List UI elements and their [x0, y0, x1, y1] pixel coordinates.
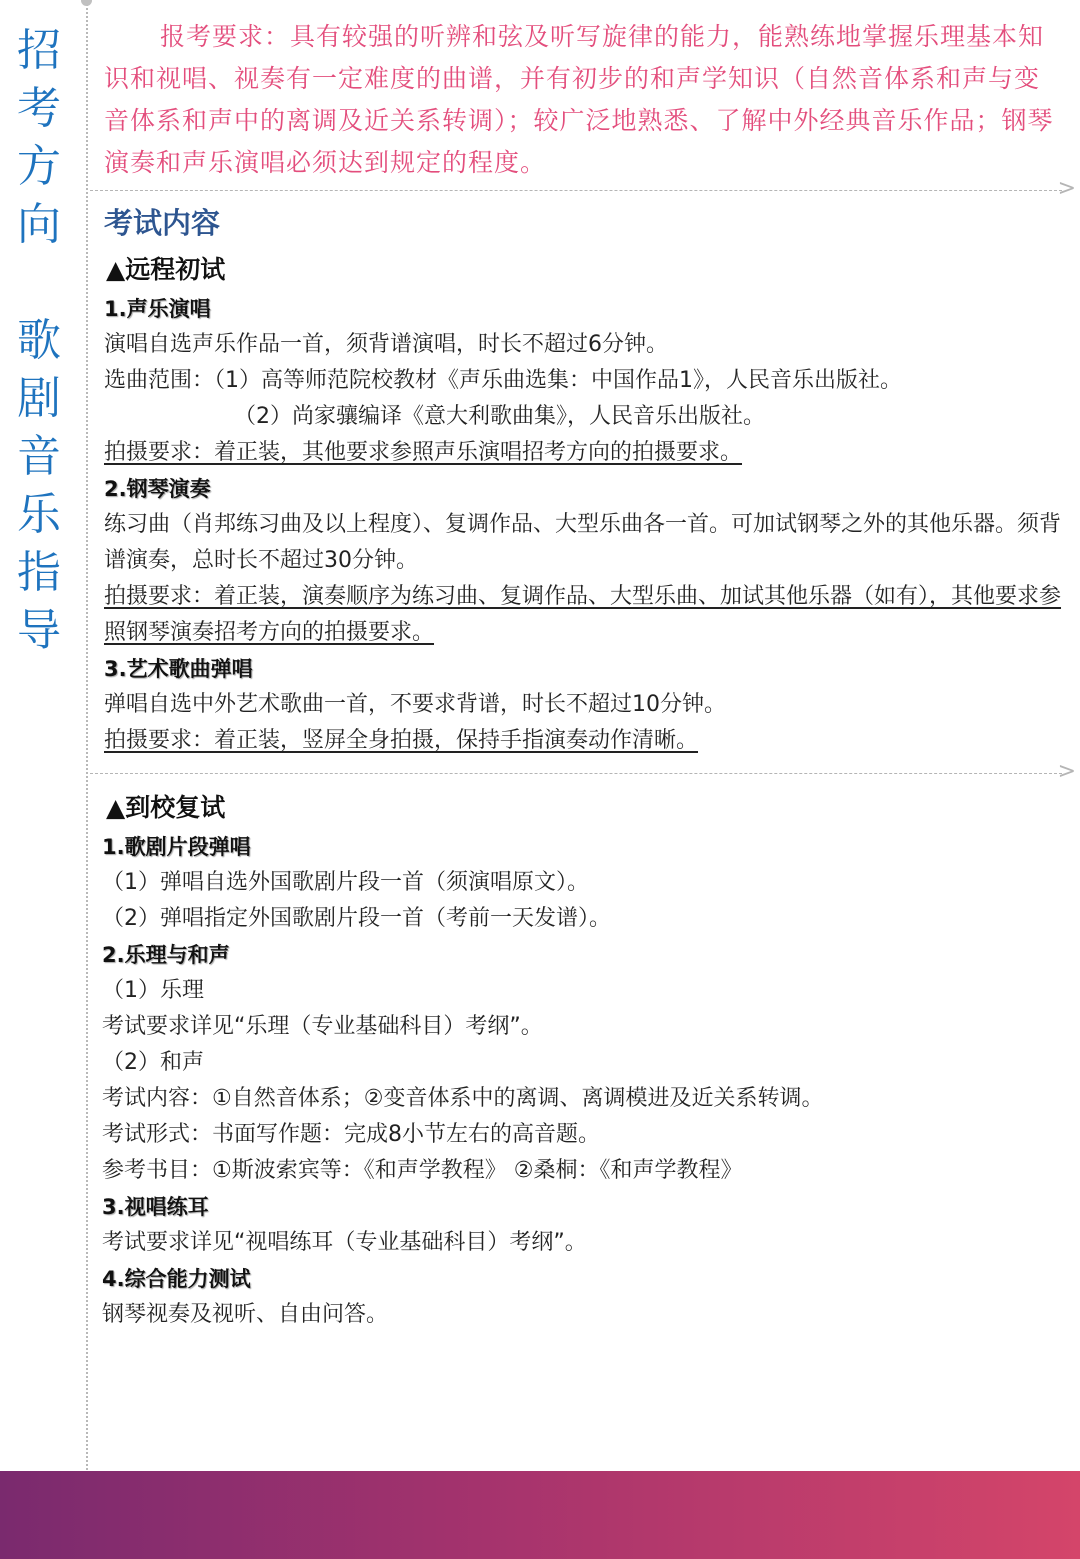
text-line: 考试要求详见“视唱练耳（专业基础科目）考纲”。: [102, 1230, 587, 1255]
round2-title: ▲到校复试: [106, 793, 226, 822]
timeline-dot-icon: [81, 0, 92, 6]
text-line: 弹唱自选中外艺术歌曲一首，不要求背谱，时长不超过10分钟。: [104, 692, 726, 717]
exam-title: 考试内容: [104, 206, 221, 240]
sidebar-char: 音: [17, 431, 61, 482]
sidebar-char: 歌: [17, 315, 61, 366]
photo-requirement: 拍摄要求：着正装，其他要求参照声乐演唱招考方向的拍摄要求。: [104, 440, 743, 465]
sidebar-char: 向: [17, 199, 61, 250]
text-line: （2）和声: [102, 1050, 204, 1075]
sidebar-char: 导: [17, 605, 61, 656]
section-title: 4.综合能力测试: [102, 1267, 251, 1291]
chevron-right-icon: >: [1057, 759, 1076, 784]
sidebar-spacer: [10, 254, 68, 312]
section-title: 2.乐理与和声: [102, 943, 230, 967]
text-line: （1）乐理: [102, 978, 204, 1003]
footer-bar: [0, 1471, 1080, 1559]
timeline-line: [86, 0, 88, 1478]
text-line: （1）弹唱自选外国歌剧片段一首（须演唱原文）。: [102, 870, 589, 895]
text-line: 考试要求详见“乐理（专业基础科目）考纲”。: [102, 1014, 543, 1039]
sidebar-char: 考: [17, 83, 61, 134]
requirements-paragraph: 报考要求：具有较强的听辨和弦及听写旋律的能力，能熟练地掌握乐理基本知识和视唱、视奏有一定难度的曲谱，并有初步的和声学知识（自然音体系和声与变音体系和声中的离调及近关系转调）；较广泛地熟悉、了解中外经典音乐作品；钢琴演奏和声乐演唱必须达到规定的程度。: [104, 22, 1054, 177]
section-title: 1.声乐演唱: [104, 297, 211, 321]
round1-title: ▲远程初试: [106, 255, 226, 284]
section-title: 1.歌剧片段弹唱: [102, 835, 251, 859]
section-title: 3.视唱练耳: [102, 1195, 209, 1219]
chevron-right-icon: >: [1057, 176, 1076, 201]
text-line: 参考书目：①斯波索宾等：《和声学教程》 ②桑桐：《和声学教程》: [102, 1158, 743, 1183]
text-paragraph: 练习曲（肖邦练习曲及以上程度）、复调作品、大型乐曲各一首。可加试钢琴之外的其他乐器。须背谱演奏，总时长不超过30分钟。: [104, 512, 1062, 573]
section-title: 3.艺术歌曲弹唱: [104, 657, 253, 681]
section-title: 2.钢琴演奏: [104, 477, 211, 501]
sidebar-char: 方: [17, 141, 61, 192]
photo-requirement: 拍摄要求：着正装，演奏顺序为练习曲、复调作品、大型乐曲、加试其他乐器（如有），其他要求参照钢琴演奏招考方向的拍摄要求。: [104, 584, 1062, 645]
text-line: 选曲范围：（1）高等师范院校教材《声乐曲选集：中国作品1》，人民音乐出版社。: [104, 368, 902, 393]
section-divider: [90, 773, 1062, 774]
text-line: 演唱自选声乐作品一首，须背谱演唱，时长不超过6分钟。: [104, 332, 668, 357]
text-line: 考试形式：书面写作题：完成8小节左右的高音题。: [102, 1122, 600, 1147]
sidebar-title: [10, 22, 68, 660]
text-line: 考试内容：①自然音体系；②变音体系中的离调、离调模进及近关系转调。: [102, 1086, 824, 1111]
sidebar-char: 指: [17, 547, 61, 598]
sidebar-char: 招: [17, 25, 61, 76]
text-line: 钢琴视奏及视听、自由问答。: [102, 1302, 389, 1327]
text-line: （2）弹唱指定外国歌剧片段一首（考前一天发谱）。: [102, 906, 611, 931]
sidebar-char: 乐: [17, 489, 61, 540]
photo-requirement: 拍摄要求：着正装，竖屏全身拍摄，保持手指演奏动作清晰。: [104, 728, 699, 753]
section-divider: [90, 190, 1062, 191]
text-line: （2）尚家骧编译《意大利歌曲集》，人民音乐出版社。: [234, 404, 765, 429]
sidebar-char: 剧: [17, 373, 61, 424]
